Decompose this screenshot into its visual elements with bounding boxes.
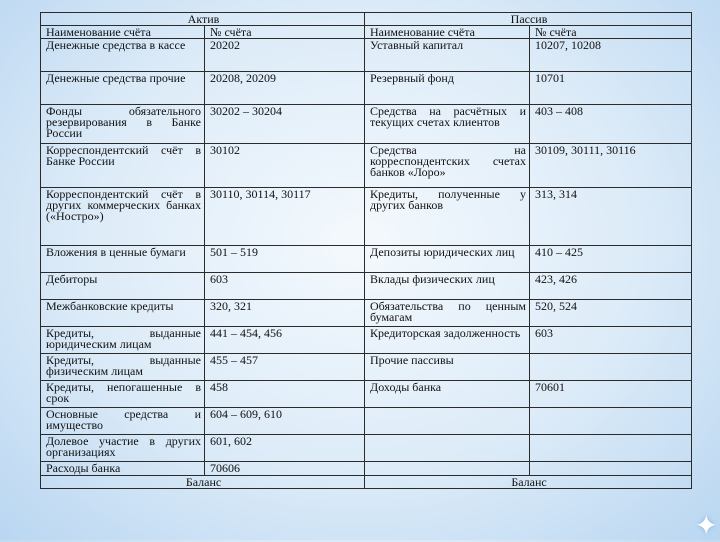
asset-number-cell: 30202 – 30204 (205, 105, 365, 144)
liability-number-cell: 423, 426 (530, 273, 692, 300)
liability-name-cell: Депозиты юридических лиц (365, 246, 530, 273)
asset-number-cell: 603 (205, 273, 365, 300)
table-row (41, 72, 692, 105)
table-row (41, 300, 692, 327)
table-row (41, 327, 692, 354)
asset-number-cell: 30102 (205, 144, 365, 188)
liability-name-cell (365, 435, 530, 462)
asset-name-cell: Вложения в ценные бумаги (41, 246, 205, 273)
table-row (41, 144, 692, 188)
liability-number-cell: 313, 314 (530, 188, 692, 246)
asset-number-cell: 70606 (205, 462, 365, 476)
liability-name-cell: Обязательства по ценным бумагам (365, 300, 530, 327)
table-row (41, 39, 692, 72)
balance-footer-row (41, 476, 692, 489)
asset-number-cell: 501 – 519 (205, 246, 365, 273)
four-point-star-icon: ✦ (694, 509, 718, 542)
column-header-account-name: Наименование счёта (365, 26, 530, 39)
asset-number-cell: 20208, 20209 (205, 72, 365, 105)
liability-number-cell (530, 435, 692, 462)
liability-number-cell: 603 (530, 327, 692, 354)
liability-name-cell: Средства на корреспондентских счетах банков «Лоро» (365, 144, 530, 188)
asset-number-cell: 604 – 609, 610 (205, 408, 365, 435)
asset-name-cell: Кредиты, выданные юридическим лицам (41, 327, 205, 354)
asset-number-cell: 320, 321 (205, 300, 365, 327)
liability-name-cell: Средства на расчётных и текущих счетах клиентов (365, 105, 530, 144)
liability-name-cell: Уставный капитал (365, 39, 530, 72)
column-header-account-name: Наименование счёта (41, 26, 205, 39)
liability-number-cell: 30109, 30111, 30116 (530, 144, 692, 188)
table-row (41, 354, 692, 381)
asset-number-cell: 441 – 454, 456 (205, 327, 365, 354)
asset-name-cell: Дебиторы (41, 273, 205, 300)
liability-name-cell: Прочие пассивы (365, 354, 530, 381)
asset-name-cell: Межбанковские кредиты (41, 300, 205, 327)
table-row (41, 435, 692, 462)
liability-number-cell: 10701 (530, 72, 692, 105)
liability-number-cell: 10207, 10208 (530, 39, 692, 72)
active-header: Актив (41, 13, 365, 26)
asset-name-cell: Корреспондентский счёт в других коммерческих банках («Ностро») (41, 188, 205, 246)
asset-name-cell: Расходы банка (41, 462, 205, 476)
liability-number-cell: 403 – 408 (530, 105, 692, 144)
asset-name-cell: Денежные средства в кассе (41, 39, 205, 72)
asset-number-cell: 30110, 30114, 30117 (205, 188, 365, 246)
table-row (41, 246, 692, 273)
liability-name-cell: Кредиты, полученные у других банков (365, 188, 530, 246)
asset-name-cell: Долевое участие в других организациях (41, 435, 205, 462)
table-body (41, 13, 692, 489)
liability-name-cell: Вклады физических лиц (365, 273, 530, 300)
liability-name-cell: Резервный фонд (365, 72, 530, 105)
asset-number-cell: 601, 602 (205, 435, 365, 462)
asset-number-cell: 20202 (205, 39, 365, 72)
asset-name-cell: Кредиты, выданные физическим лицам (41, 354, 205, 381)
liability-name-cell: Кредиторская задолженность (365, 327, 530, 354)
table-row (41, 188, 692, 246)
asset-number-cell: 458 (205, 381, 365, 408)
liability-number-cell (530, 354, 692, 381)
liability-number-cell: 70601 (530, 381, 692, 408)
liability-name-cell (365, 462, 530, 476)
liability-name-cell: Доходы банка (365, 381, 530, 408)
liability-number-cell (530, 462, 692, 476)
asset-name-cell: Кредиты, непогашенные в срок (41, 381, 205, 408)
liability-number-cell: 520, 524 (530, 300, 692, 327)
balance-sheet-table (40, 12, 692, 489)
table-row (41, 381, 692, 408)
table-row (41, 273, 692, 300)
liability-number-cell (530, 408, 692, 435)
asset-name-cell: Денежные средства прочие (41, 72, 205, 105)
column-header-account-number: № счёта (205, 26, 365, 39)
table-row (41, 408, 692, 435)
asset-name-cell: Основные средства и имущество (41, 408, 205, 435)
table-row (41, 462, 692, 476)
liability-name-cell (365, 408, 530, 435)
balance-active-total: Баланс (41, 476, 365, 489)
liability-number-cell: 410 – 425 (530, 246, 692, 273)
passive-header: Пассив (365, 13, 692, 26)
balance-passive-total: Баланс (365, 476, 692, 489)
asset-name-cell: Фонды обязательного резервирования в Банке России (41, 105, 205, 144)
table-row (41, 105, 692, 144)
column-header-row (41, 26, 692, 39)
asset-number-cell: 455 – 457 (205, 354, 365, 381)
asset-name-cell: Корреспондентский счёт в Банке России (41, 144, 205, 188)
column-header-account-number: № счёта (530, 26, 692, 39)
section-header-row (41, 13, 692, 26)
